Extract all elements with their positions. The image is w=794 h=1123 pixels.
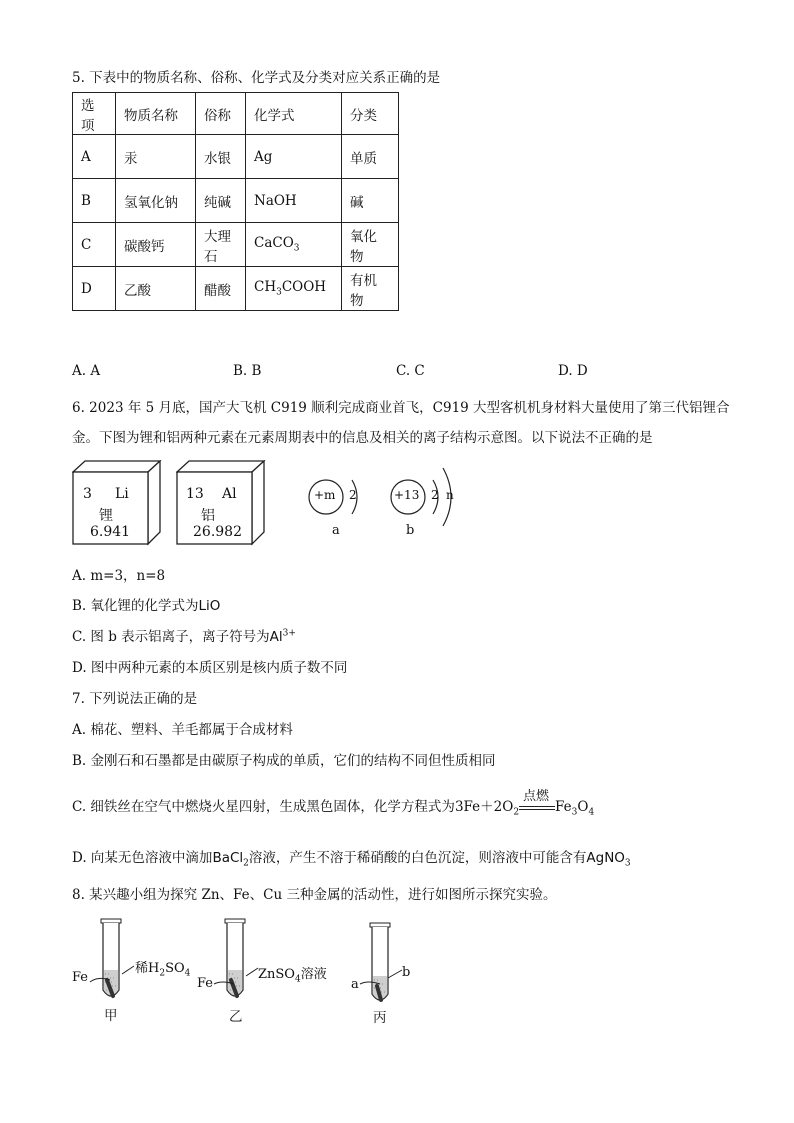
header-name: 物质名称 — [116, 93, 196, 135]
q7-eq-arrow — [519, 788, 555, 815]
q8-stem: 8. 某兴趣小组为探究 Zn、Fe、Cu 三种金属的活动性，进行如图所示探究实验。 — [72, 887, 557, 903]
ion-b-shell2: n — [446, 488, 454, 502]
ion-a-nucleus: +m — [314, 488, 336, 502]
cell-category: 有机物 — [342, 267, 399, 311]
q7-choice-b[interactable]: B. 金刚石和石墨都是由碳原子构成的单质，它们的结构不同但性质相同 — [72, 753, 496, 769]
formula-post: COOH — [281, 279, 327, 296]
ion-b-shell1: 2 — [431, 488, 439, 502]
formula-sub: 3 — [293, 243, 300, 254]
q5-choice-b[interactable]: B. B — [233, 363, 262, 379]
tube-jia-solution-pre: 稀H — [135, 961, 160, 976]
cell-name: 碳酸钙 — [116, 223, 196, 267]
cell-formula: NaOH — [246, 179, 342, 223]
li-name: 锂 — [99, 508, 113, 524]
q7-stem: 7. 下列说法正确的是 — [72, 691, 198, 707]
tube-yi-solution — [258, 963, 327, 985]
q6-choice-d[interactable]: D. 图中两种元素的本质区别是核内质子数不同 — [72, 660, 348, 676]
tube-jia-metal: Fe — [72, 970, 89, 985]
tube-bing-a-pointer — [358, 976, 388, 992]
tube-yi-solution-pre: ZnSO — [258, 967, 295, 982]
q6-choice-c-charge: 3+ — [282, 628, 296, 639]
cell-category: 氧化物 — [342, 223, 399, 267]
al-name: 铝 — [201, 508, 215, 524]
q5-choice-c[interactable]: C. C — [396, 363, 425, 379]
q6-choice-b-text: B. 氧化锂的化学式为 — [72, 598, 199, 614]
cell-opt: C — [73, 223, 116, 267]
cell-common: 大理石 — [196, 223, 246, 267]
q7-choice-d-text: D. 向某无色溶液中滴加 — [72, 850, 213, 866]
q7-choice-d-ion: AgNO — [586, 850, 625, 866]
q7-eq-rhs1: Fe — [555, 799, 572, 815]
tube-bing-left-label: a — [351, 977, 359, 992]
cell-common: 醋酸 — [196, 267, 246, 311]
header-common: 俗称 — [196, 93, 246, 135]
q7-eq-bar-top — [519, 806, 555, 807]
q7-choice-d-reagent-sub: 2 — [243, 858, 249, 869]
q7-choice-c[interactable] — [72, 788, 595, 818]
cell-formula — [246, 223, 342, 267]
q7-eq-lhs-sub: 2 — [513, 807, 520, 818]
q7-choice-a[interactable]: A. 棉花、塑料、羊毛都属于合成材料 — [72, 722, 293, 738]
q7-eq-lhs: 3Fe＋2O — [454, 799, 514, 815]
tube-jia-solution-mid: SO — [165, 961, 185, 976]
formula-pre: CH — [254, 279, 277, 296]
ion-b-label: b — [406, 523, 415, 538]
cell-formula — [246, 267, 342, 311]
tube-jia-solution-sub2: 4 — [184, 968, 191, 979]
table-row — [73, 223, 399, 267]
test-tube-jia — [95, 918, 135, 1004]
q7-choice-c-text: C. 细铁丝在空气中燃烧火星四射，生成黑色固体，化学方程式为 — [72, 799, 455, 815]
tube-jia-solution-sub1: 2 — [159, 968, 166, 979]
test-tube-bing — [364, 922, 404, 1008]
header-category: 分类 — [342, 93, 399, 135]
q6-choice-c[interactable] — [72, 625, 296, 645]
tube-yi-solution-post: 溶液 — [300, 967, 327, 982]
cell-category: 碱 — [342, 179, 399, 223]
formula-main: CaCO — [254, 235, 294, 252]
cell-formula: Ag — [246, 135, 342, 179]
tube-bing-right-label: b — [402, 965, 411, 980]
tube-bing-label: 丙 — [373, 1010, 387, 1026]
al-mass: 26.982 — [193, 524, 242, 540]
q7-choice-d-mid: 溶液，产生不溶于稀硝酸的白色沉淀，则溶液中可能含有 — [248, 850, 587, 866]
tube-yi-fe-pointer — [212, 976, 242, 996]
q7-eq-condition: 点燃 — [523, 788, 550, 804]
cell-name: 氢氧化钠 — [116, 179, 196, 223]
header-option: 选项 — [73, 93, 116, 135]
q7-eq-rhs-sub2: 4 — [588, 807, 595, 818]
al-atomic-number: 13 — [186, 486, 204, 502]
q7-choice-d-reagent: BaCl — [212, 850, 244, 866]
table-row — [73, 179, 399, 223]
table-header-row — [73, 93, 399, 135]
ion-a-shell: 2 — [349, 488, 357, 502]
q7-choice-d[interactable] — [72, 846, 631, 869]
cell-common: 水银 — [196, 135, 246, 179]
q5-table — [72, 92, 399, 311]
cell-name: 汞 — [116, 135, 196, 179]
header-formula: 化学式 — [246, 93, 342, 135]
cell-name: 乙酸 — [116, 267, 196, 311]
cell-category: 单质 — [342, 135, 399, 179]
q6-choice-c-formula: Al — [269, 629, 283, 645]
tube-yi-solution-sub: 4 — [294, 974, 301, 985]
q6-choice-b-formula: LiO — [198, 598, 221, 614]
q6-choice-b[interactable] — [72, 594, 220, 614]
q5-choice-d[interactable]: D. D — [558, 363, 588, 379]
cell-opt: A — [73, 135, 116, 179]
cell-opt: D — [73, 267, 116, 311]
q7-choice-d-ion-sub: 3 — [624, 858, 631, 869]
tube-yi-label: 乙 — [229, 1009, 243, 1025]
cell-common: 纯碱 — [196, 179, 246, 223]
q7-eq-rhs-sub1: 3 — [571, 807, 578, 818]
ion-b-nucleus: +13 — [394, 488, 420, 502]
li-mass: 6.941 — [90, 524, 131, 540]
q6-choice-a[interactable]: A. m=3，n=8 — [72, 568, 166, 584]
tube-jia-fe-pointer — [88, 970, 118, 990]
q6-stem-line2: 金。下图为锂和铝两种元素在元素周期表中的信息及相关的离子结构示意图。以下说法不正确的是 — [72, 430, 653, 446]
li-atomic-number: 3 — [83, 486, 92, 502]
q7-eq-bar-bottom — [519, 809, 555, 810]
li-symbol: Li — [115, 486, 129, 502]
al-symbol: Al — [222, 486, 237, 502]
table-row — [73, 267, 399, 311]
tube-jia-label: 甲 — [104, 1008, 118, 1024]
q6-choice-c-text: C. 图 b 表示铝离子，离子符号为 — [72, 629, 270, 645]
q5-stem: 5. 下表中的物质名称、俗称、化学式及分类对应关系正确的是 — [72, 70, 441, 86]
q7-eq-rhs2: O — [577, 799, 589, 815]
cell-opt: B — [73, 179, 116, 223]
formula-sub: 3 — [276, 287, 282, 298]
q5-choice-a[interactable]: A. A — [72, 363, 101, 379]
tube-yi-metal: Fe — [197, 976, 214, 991]
ion-a-label: a — [332, 523, 340, 538]
table-row — [73, 135, 399, 179]
tube-jia-solution — [135, 957, 190, 979]
q6-stem-line1: 6. 2023 年 5 月底，国产大飞机 C919 顺利完成商业首飞，C919 大型客机机身材料大量使用了第三代铝锂合 — [72, 400, 730, 416]
